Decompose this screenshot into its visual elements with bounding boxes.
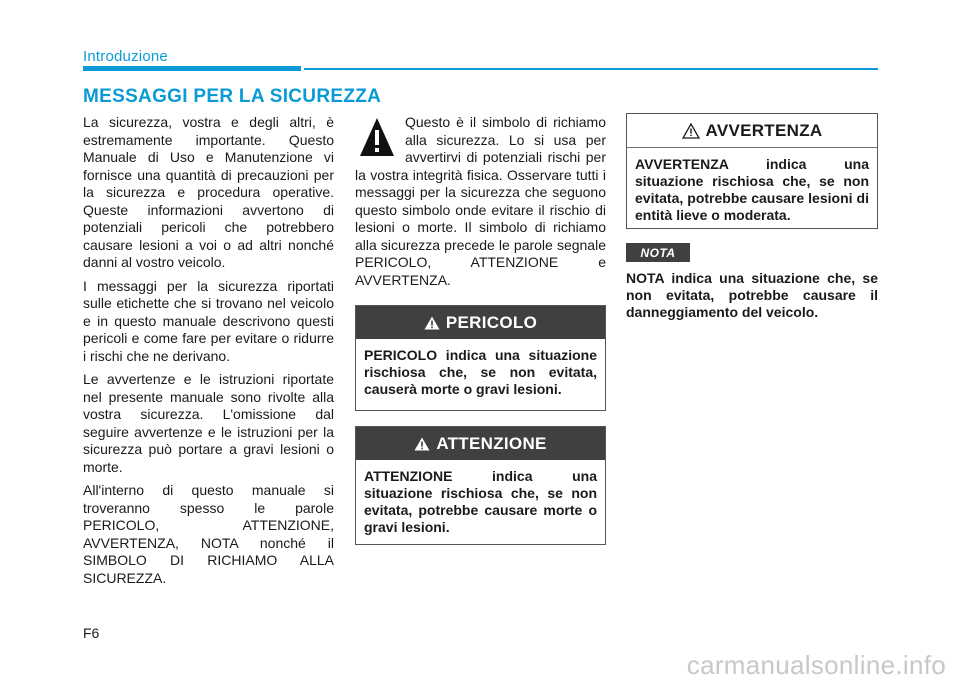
header-rule-thin	[304, 68, 878, 70]
pericolo-header	[356, 306, 605, 339]
warning-triangle-icon	[424, 316, 440, 330]
avvertenza-box	[626, 113, 878, 229]
watermark: carmanualsonline.info	[686, 650, 946, 680]
pericolo-box	[355, 305, 606, 411]
attenzione-title: ATTENZIONE	[436, 433, 547, 453]
attenzione-box	[355, 426, 606, 545]
attenzione-text: ATTENZIONE indica una situazione rischiosa che, se non evitata, potrebbe causare morte o gravi lesioni.	[364, 468, 597, 535]
warning-triangle-icon	[359, 116, 395, 162]
intro-column	[83, 114, 334, 593]
intro-paragraph-3: Le avvertenze e le istruzioni riportate nel presente manuale sono rivolte alla vostra sicurezza. L'omissione dal seguire avvertenze e le istruzioni per la sicurezza può portare a gravi lesioni o morte.	[83, 371, 334, 475]
avvertenza-header	[627, 114, 877, 148]
avvertenza-title: AVVERTENZA	[705, 120, 823, 140]
safety-symbol-column	[355, 114, 606, 289]
warning-triangle-icon	[682, 123, 700, 139]
safety-symbol-paragraph: Questo è il simbolo di richiamo alla sicurezza. Lo si usa per avvertirvi di potenziali rischi per la vostra integrità fisica. Osservare tutti i messaggi per la sicurezza che seguono questo simbolo onde evitare il rischio di lesioni o morte. Il simbolo di richiamo alla sicurezza precede le parole segnale PERICOLO, ATTENZIONE e AVVERTENZA.	[355, 114, 606, 288]
attenzione-header	[356, 427, 605, 460]
avvertenza-text: AVVERTENZA indica una situazione rischiosa che, se non evitata, potrebbe causare lesioni di entità lieve o moderata.	[635, 156, 869, 223]
section-label: Introduzione	[83, 48, 168, 65]
intro-paragraph-2: I messaggi per la sicurezza riportati sulle etichette che si trovano nel veicolo e in questo manuale descrivono questi pericoli e come fare per evitare o ridurre i rischi che ne derivano.	[83, 277, 334, 364]
header-rule-thick	[83, 66, 301, 71]
pericolo-text: PERICOLO indica una situazione rischiosa che, se non evitata, causerà morte o gravi lesioni.	[364, 347, 597, 397]
warning-triangle-icon	[414, 437, 430, 451]
nota-badge: NOTA	[626, 243, 690, 262]
intro-paragraph-4: All'interno di questo manuale si troveranno spesso le parole PERICOLO, ATTENZIONE, AVVERTENZA, NOTA nonché il SIMBOLO DI RICHIAMO ALLA SICUREZZA.	[83, 482, 334, 586]
intro-paragraph-1: La sicurezza, vostra e degli altri, è estremamente importante. Questo Manuale di Uso e Manutenzione vi fornisce una quantità di precauzioni per la sicurezza e procedura operative. Queste informazioni avvertono di potenziali pericoli che potrebbero causare lesioni a voi o ad altri nonché danni al vostro veicolo.	[83, 114, 334, 270]
nota-text: NOTA indica una situazione che, se non evitata, potrebbe causare il danneggiamento del veicolo.	[626, 270, 878, 320]
page-title: MESSAGGI PER LA SICUREZZA	[83, 86, 382, 107]
page-number: F6	[83, 625, 100, 641]
pericolo-title: PERICOLO	[445, 312, 538, 332]
